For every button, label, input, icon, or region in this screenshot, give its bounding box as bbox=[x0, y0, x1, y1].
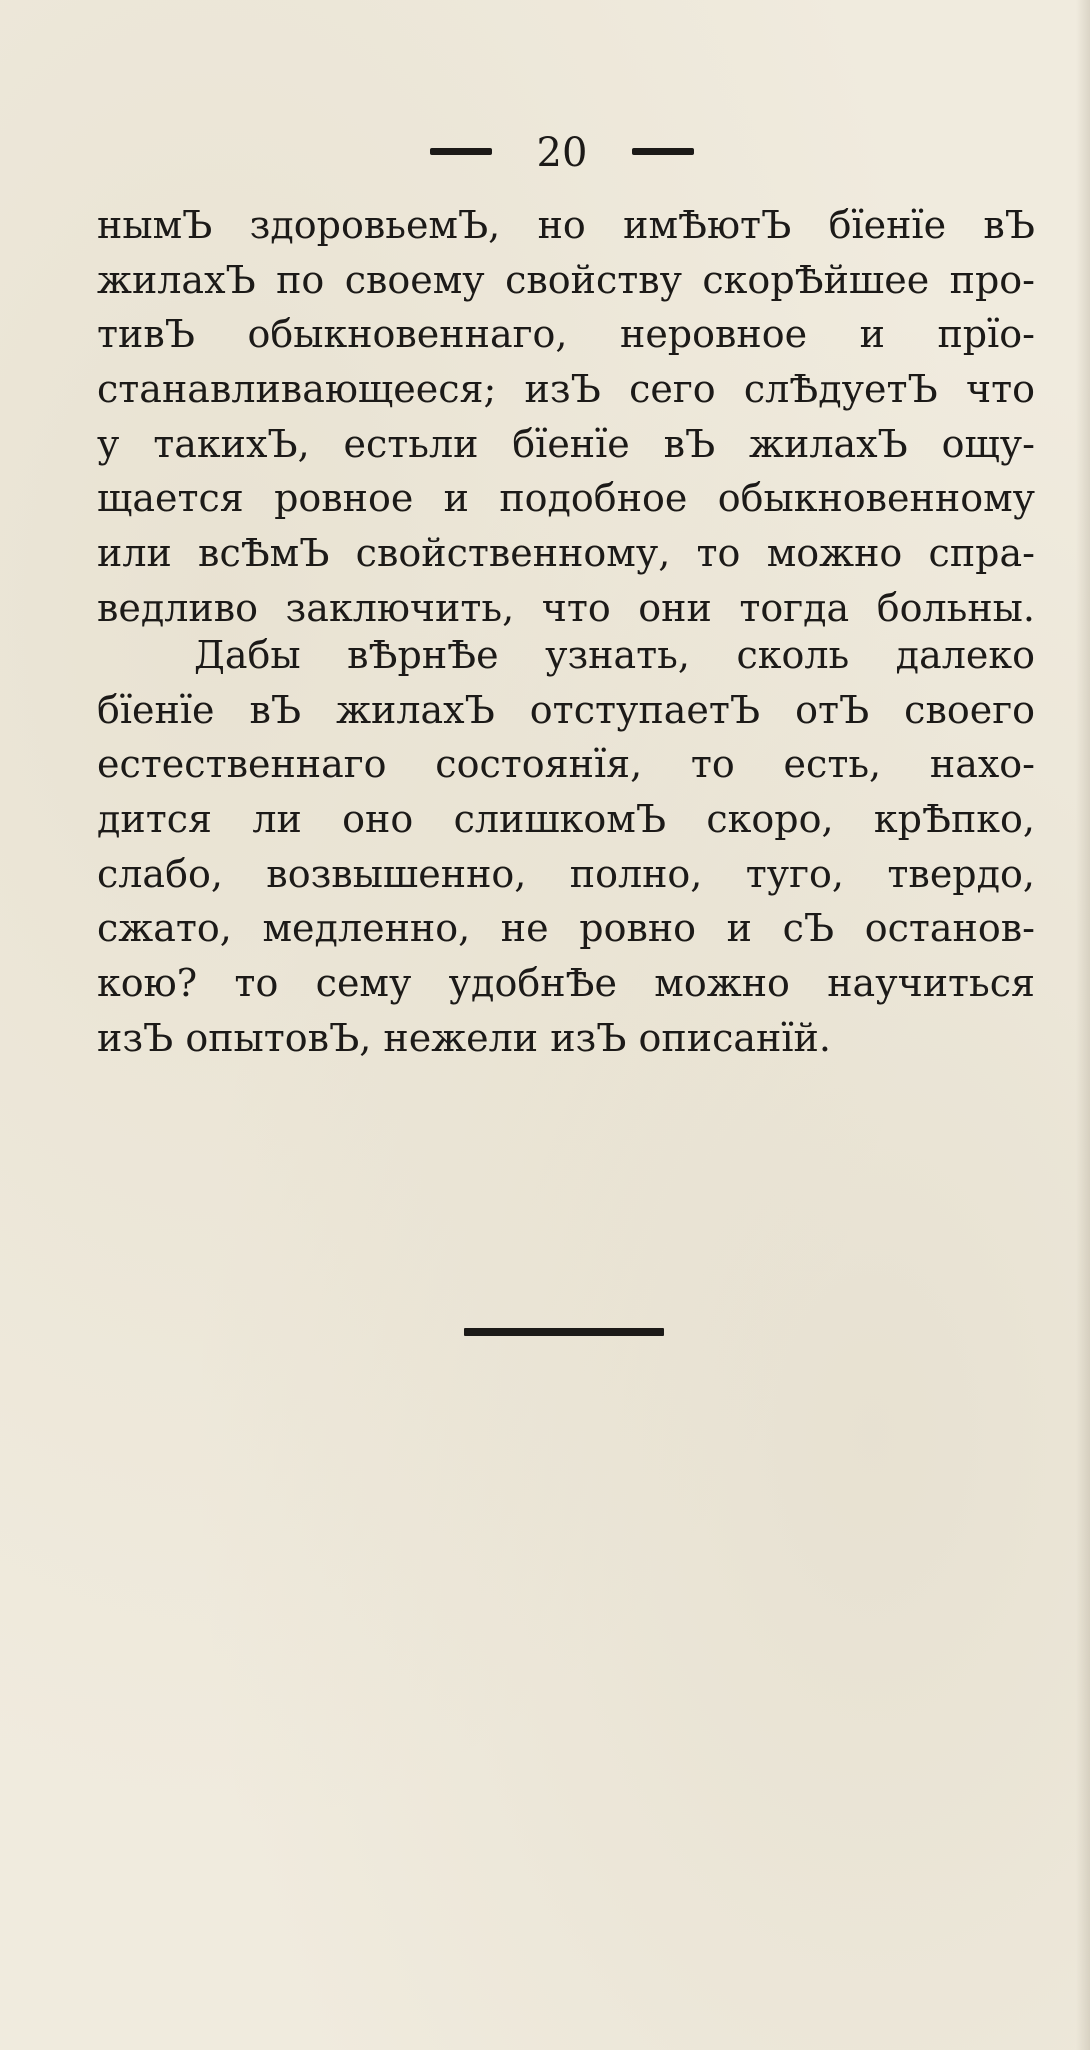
paragraph-2 bbox=[97, 628, 1035, 1066]
section-end-rule bbox=[464, 1328, 664, 1336]
header-dash-left bbox=[430, 148, 492, 155]
text-line: дится ли оно слишкомЪ скоро, крѢпко, bbox=[97, 797, 1035, 842]
text-line: естественнаго состоянїя, то есть, нахо- bbox=[97, 742, 1035, 787]
page-number: 20 bbox=[536, 130, 588, 176]
text-line: сжато, медленно, не ровно и сЪ останов- bbox=[97, 906, 1035, 951]
text-line: слабо, возвышенно, полно, туго, твердо, bbox=[97, 851, 1035, 896]
header-dash-right bbox=[632, 148, 694, 155]
text-line: изЪ опытовЪ, нежели изЪ описанїй. bbox=[97, 1015, 831, 1060]
text-line: жилахЪ по своему свойству скорѢйшее про- bbox=[97, 257, 1035, 302]
paragraph-1 bbox=[97, 198, 1035, 636]
text-line: кою? то сему удобнѢе можно научиться bbox=[97, 961, 1035, 1006]
text-line: щается ровное и подобное обыкновенному bbox=[97, 476, 1035, 521]
text-line: или всѢмЪ свойственному, то можно спра- bbox=[97, 531, 1035, 576]
text-line: ведливо заключить, что они тогда больны. bbox=[97, 585, 1035, 630]
text-line: у такихЪ, естьли бїенїе вЪ жилахЪ ощу- bbox=[97, 421, 1035, 466]
text-line: тивЪ обыкновеннаго, неровное и прїо- bbox=[97, 312, 1035, 357]
text-line: бїенїе вЪ жилахЪ отступаетЪ отЪ своего bbox=[97, 687, 1035, 732]
page-header bbox=[0, 128, 1090, 178]
text-line: Дабы вѢрнѢе узнать, сколь далеко bbox=[194, 633, 1035, 677]
page-edge-shadow bbox=[1076, 0, 1090, 2050]
text-line: нымЪ здоровьемЪ, но имѢютЪ бїенїе вЪ bbox=[97, 203, 1035, 247]
text-line: станавливающееся; изЪ сего слѢдуетЪ что bbox=[97, 367, 1035, 412]
